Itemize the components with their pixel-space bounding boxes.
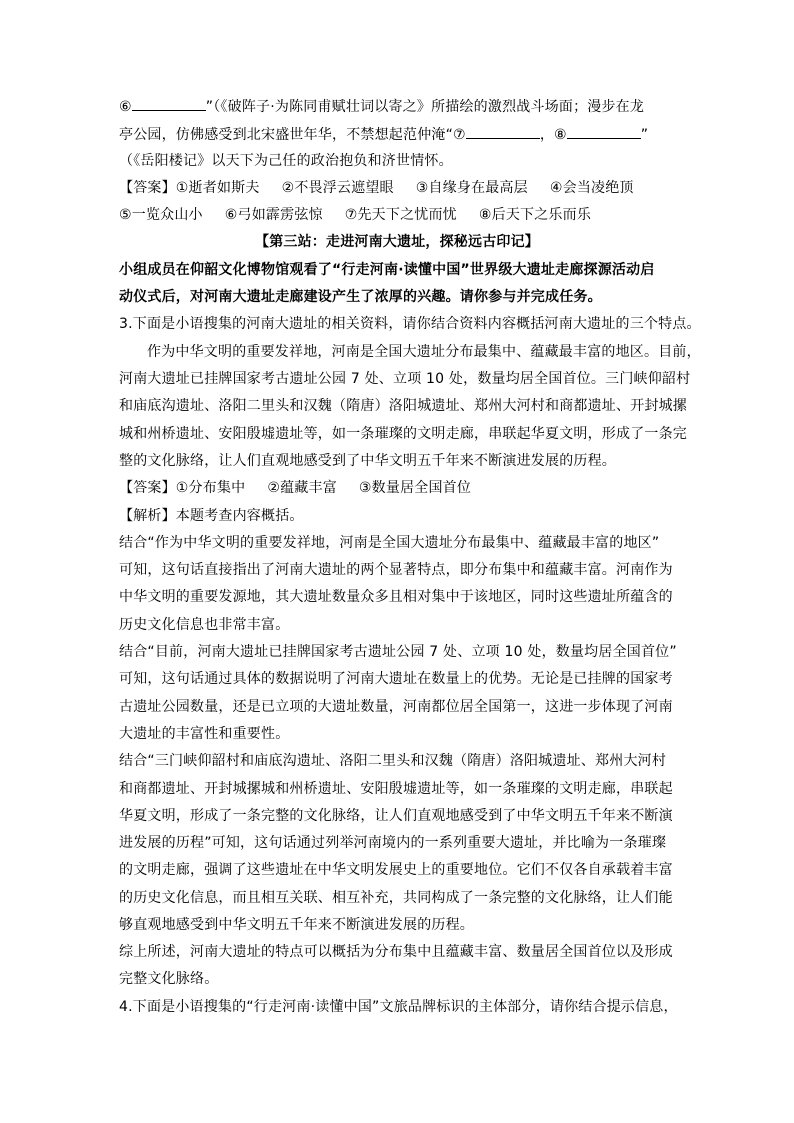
answer-item: ④会当凌绝顶: [549, 180, 634, 196]
text-segment: ”（《破阵子·为陈同甫赋壮词以寄之》所描绘的激烈战斗场面；漫步在龙: [205, 99, 645, 115]
blank-label-6: ⑥: [119, 99, 132, 115]
text-segment: ”: [640, 127, 649, 143]
answer-line-1: [119, 178, 634, 198]
intro-line-1: 小组成员在仰韶文化博物馆观看了“行走河南·读懂中国”世界级大遗址走廊探源活动启: [119, 262, 655, 278]
analysis-line: 综上所述，河南大遗址的特点可以概括为分布集中且蕴藏丰富、数量居全国首位以及形成: [119, 944, 673, 960]
question-3: 3.下面是小语搜集的河南大遗址的相关资料，请你结合资料内容概括河南大遗址的三个特点。: [119, 316, 701, 332]
analysis-line: 完整文化脉络。: [119, 971, 219, 987]
intro-line-2: 动仪式后，对河南大遗址走廊建设产生了浓厚的兴趣。请你参与并完成任务。: [119, 289, 602, 305]
answer-item: ②蕴藏丰富: [267, 480, 337, 496]
answer-item: ⑧后天下之乐而乐: [478, 207, 592, 223]
text-segment: 亭公园，仿佛感受到北宋盛世年华，不禁想起范仲淹“⑦: [119, 127, 466, 143]
answer-item: ③数量居全国首位: [358, 480, 472, 496]
analysis-line: 结合“目前，河南大遗址已挂牌国家考古遗址公园 7 处、立项 10 处，数量均居全国首位”: [119, 644, 677, 660]
analysis-line: 大遗址的丰富性和重要性。: [119, 726, 290, 742]
poem-fill-line-3: （《岳阳楼记》以天下为己任的政治抱负和济世情怀。: [119, 153, 453, 169]
answer-line-3: [119, 478, 471, 498]
answer-blank-8: [567, 124, 641, 139]
answer-blank-6: [132, 96, 206, 111]
answer-item: ⑤一览众山小: [119, 207, 203, 223]
answer-blank-7: [466, 124, 540, 139]
answer-item: ⑦先天下之忧而忧: [344, 207, 457, 223]
analysis-line: 进发展的历程”可知，这句话通过列举河南境内的一系列重要大遗址，并比喻为一条璀璨: [119, 835, 667, 851]
analysis-line: 够直观地感受到中华文明五千年来不断演进发展的历程。: [119, 917, 474, 933]
analysis-heading: 【解析】本题考查内容概括。: [119, 508, 304, 524]
answer-line-2: [119, 205, 591, 225]
analysis-line: 的文明走廊，强调了这些遗址在中华文明发展史上的重要地位。它们不仅各自承载着丰富: [119, 862, 673, 878]
poem-fill-line-2: [119, 124, 648, 145]
analysis-line: 和商都遗址、开封城摞城和州桥遗址、安阳殷墟遗址等，如一条璀璨的文明走廊，串联起: [119, 781, 673, 797]
material-line-1: 作为中华文明的重要发祥地，河南是全国大遗址分布最集中、蕴藏最丰富的地区。目前，: [147, 344, 701, 360]
analysis-line: 的历史文化信息，而且相互关联、相互补充，共同构成了一条完整的文化脉络，让人们能: [119, 890, 673, 906]
analysis-line: 华夏文明，形成了一条完整的文化脉络，让人们直观地感受到了中华文明五千年来不断演: [119, 808, 673, 824]
analysis-line: 中华文明的重要发源地，其大遗址数量众多且相对集中于该地区，同时这些遗址所蕴含的: [119, 589, 673, 605]
material-line-2: 河南大遗址已挂牌国家考古遗址公园 7 处、立项 10 处，数量均居全国首位。三门峡仰韶村: [119, 371, 691, 387]
answer-item: 【答案】①分布集中: [119, 480, 246, 496]
text-segment: ，⑧: [539, 127, 567, 143]
analysis-line: 结合“三门峡仰韶村和庙底沟遗址、洛阳二里头和汉魏（隋唐）洛阳城遗址、郑州大河村: [119, 753, 667, 769]
answer-item: ③自缘身在最高层: [415, 180, 528, 196]
analysis-line: 结合“作为中华文明的重要发祥地，河南是全国大遗址分布最集中、蕴藏最丰富的地区”: [119, 535, 660, 551]
analysis-line: 古遗址公园数量，还是已立项的大遗址数量，河南都位居全国第一，这进一步体现了河南: [119, 699, 673, 715]
poem-fill-line-1: [119, 96, 644, 117]
material-line-5: 整的文化脉络，让人们直观地感受到了中华文明五千年来不断演进发展的历程。: [119, 453, 616, 469]
analysis-line: 可知，这句话直接指出了河南大遗址的两个显著特点，即分布集中和蕴藏丰富。河南作为: [119, 562, 673, 578]
station-heading: 【第三站：走进河南大遗址，探秘远古印记】: [255, 234, 539, 250]
analysis-line: 历史文化信息也非常丰富。: [119, 617, 290, 633]
answer-item: 【答案】①逝者如斯夫: [119, 180, 260, 196]
answer-item: ⑥弓如霹雳弦惊: [224, 207, 323, 223]
answer-item: ②不畏浮云遮望眼: [281, 180, 394, 196]
question-4: 4.下面是小语搜集的“行走河南·读懂中国”文旅品牌标识的主体部分，请你结合提示信息，: [119, 999, 678, 1015]
material-line-4: 城和州桥遗址、安阳殷墟遗址等，如一条璀璨的文明走廊，串联起华夏文明，形成了一条完: [119, 426, 687, 442]
analysis-line: 可知，这句话通过具体的数据说明了河南大遗址在数量上的优势。无论是已挂牌的国家考: [119, 671, 673, 687]
material-line-3: 和庙底沟遗址、洛阳二里头和汉魏（隋唐）洛阳城遗址、郑州大河村和商都遗址、开封城摞: [119, 398, 687, 414]
